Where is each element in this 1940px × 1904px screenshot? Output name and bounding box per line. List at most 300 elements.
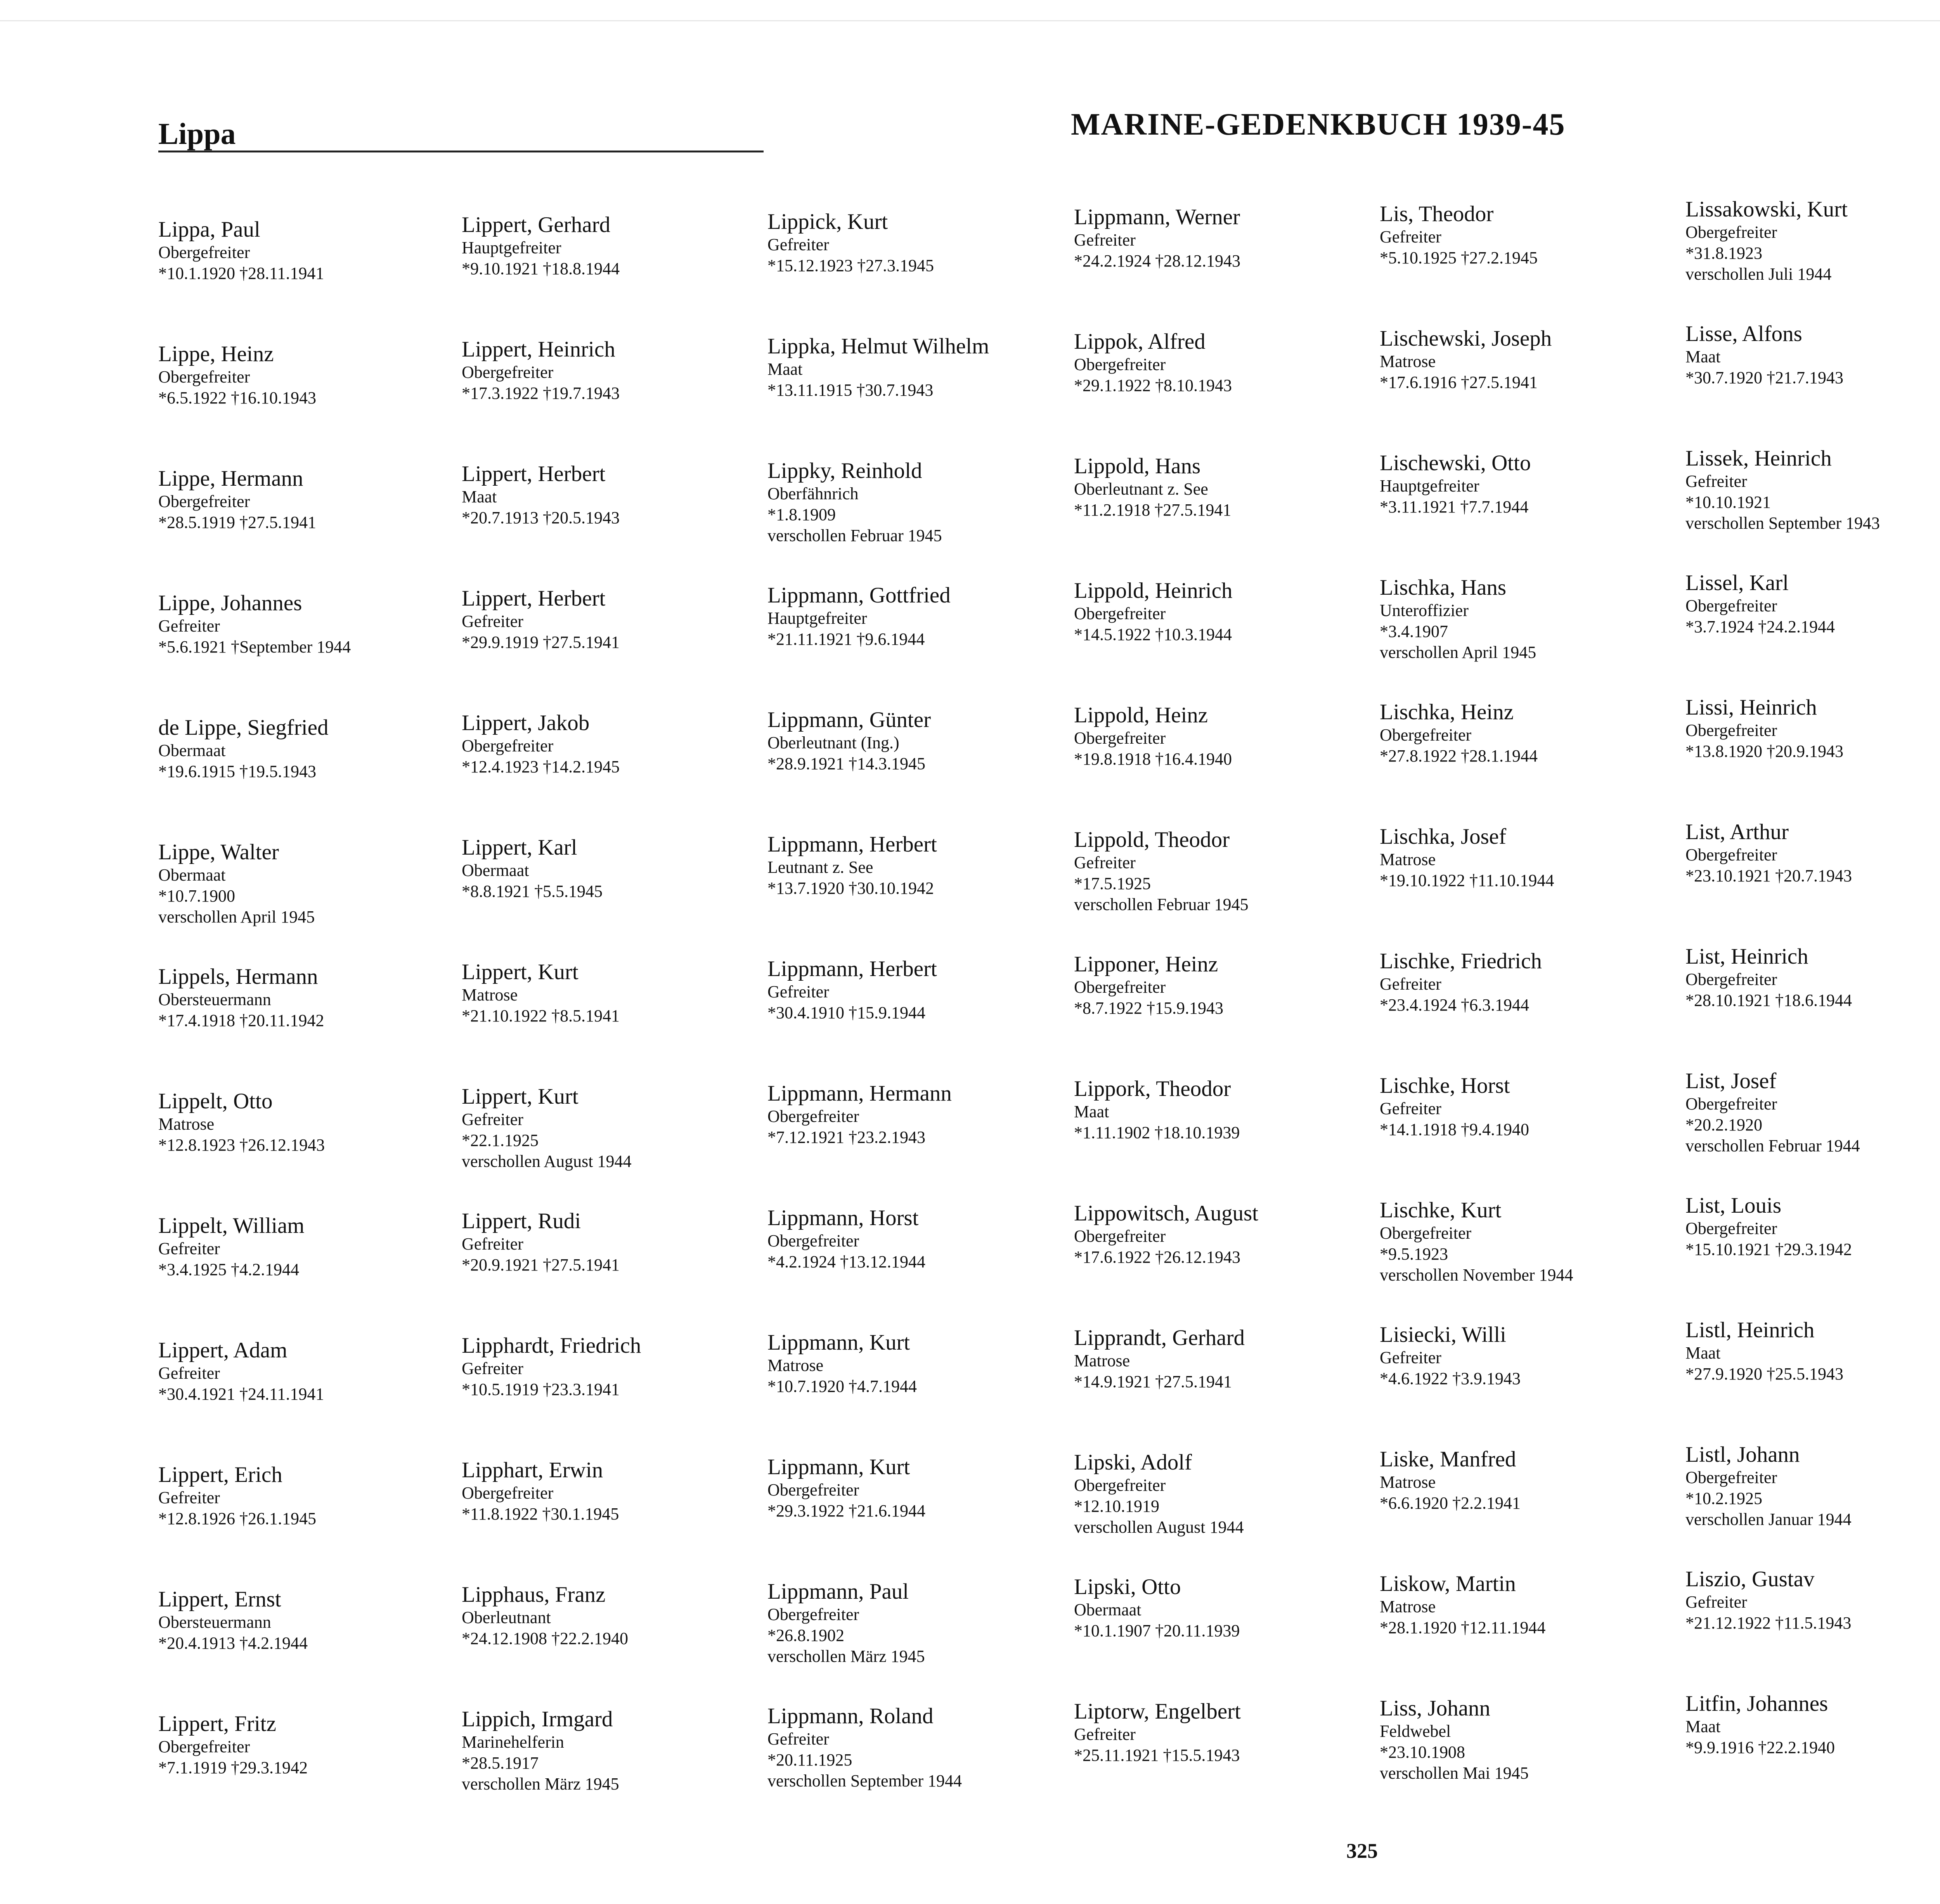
entry-dates: *26.8.1902 — [767, 1626, 844, 1645]
entry-rank: Obergefreiter — [1380, 1224, 1472, 1243]
entry — [158, 342, 453, 408]
entry — [462, 1582, 757, 1649]
entry-dates: *10.5.1919 †23.3.1941 — [462, 1380, 620, 1399]
entry-name: Lippmann, Hermann — [767, 1081, 952, 1106]
entry-name: Lippmann, Herbert — [767, 832, 937, 857]
entry-dates: verschollen Juli 1944 — [1685, 265, 1832, 284]
entry-name: Lischke, Friedrich — [1380, 949, 1542, 973]
entry — [158, 1712, 453, 1778]
entry-dates: *9.10.1921 †18.8.1944 — [462, 259, 620, 278]
entry-dates: *27.8.1922 †28.1.1944 — [1380, 746, 1538, 765]
entry-dates: *28.10.1921 †18.6.1944 — [1685, 991, 1852, 1010]
entry-dates: *21.10.1922 †8.5.1941 — [462, 1006, 620, 1025]
entry-dates: *14.5.1922 †10.3.1944 — [1074, 625, 1232, 644]
entry — [1380, 1447, 1675, 1514]
entry-dates: *19.6.1915 †19.5.1943 — [158, 762, 316, 781]
entry — [767, 1579, 1062, 1667]
entry — [1380, 202, 1675, 268]
entry-rank: Obergefreiter — [1074, 1476, 1166, 1495]
entry — [1074, 1077, 1369, 1143]
entry-name: Lippa, Paul — [158, 217, 260, 242]
entry-dates: *6.6.1920 †2.2.1941 — [1380, 1494, 1521, 1513]
entry-rank: Obergefreiter — [158, 367, 250, 386]
entry — [462, 1209, 757, 1276]
entry-name: Lippert, Herbert — [462, 586, 606, 611]
entry-name: Litfin, Johannes — [1685, 1691, 1828, 1716]
entry — [158, 715, 453, 782]
entry — [767, 1081, 1062, 1148]
entry — [767, 1455, 1062, 1521]
entry-name: Lippert, Gerhard — [462, 213, 610, 237]
entry-name: Listl, Johann — [1685, 1442, 1800, 1467]
entry-name: Lippold, Heinz — [1074, 703, 1208, 727]
entry-rank: Gefreiter — [1074, 230, 1136, 249]
entry-name: Lippelt, Otto — [158, 1089, 273, 1113]
entry-rank: Maat — [1685, 1717, 1721, 1736]
entry-name: Lippert, Adam — [158, 1338, 288, 1362]
entry — [462, 337, 757, 404]
entry-dates: verschollen November 1944 — [1380, 1265, 1573, 1284]
entry-rank: Matrose — [1074, 1351, 1130, 1370]
entry-name: Lischka, Josef — [1380, 824, 1507, 849]
entry-dates: *12.8.1926 †26.1.1945 — [158, 1509, 316, 1528]
entry-rank: Matrose — [462, 985, 518, 1004]
entry-name: Listl, Heinrich — [1685, 1318, 1815, 1342]
entry-name: Lippold, Heinrich — [1074, 578, 1233, 603]
entry-dates: *30.7.1920 †21.7.1943 — [1685, 368, 1843, 387]
entry — [1380, 949, 1675, 1016]
entry-dates: *17.6.1922 †26.12.1943 — [1074, 1248, 1240, 1267]
entry-name: Liskow, Martin — [1380, 1572, 1516, 1596]
entry — [1685, 944, 1940, 1011]
entry-dates: *11.8.1922 †30.1.1945 — [462, 1504, 619, 1523]
entry-dates: verschollen Mai 1945 — [1380, 1764, 1529, 1783]
entry-rank: Maat — [1074, 1102, 1109, 1121]
entry — [1074, 1699, 1369, 1766]
entry — [462, 1707, 757, 1795]
entry-rank: Obergefreiter — [767, 1480, 859, 1499]
entry-name: Lipphardt, Friedrich — [462, 1333, 641, 1358]
entry — [158, 1213, 453, 1280]
entry — [158, 1338, 453, 1405]
entry-rank: Matrose — [158, 1115, 215, 1134]
entry-name: Lisse, Alfons — [1685, 322, 1802, 346]
entry — [1380, 1696, 1675, 1784]
entry-rank: Maat — [462, 487, 497, 506]
entry-dates: *1.8.1909 — [767, 505, 836, 524]
entry-name: Lischka, Hans — [1380, 575, 1507, 600]
entry-dates: *20.11.1925 — [767, 1750, 852, 1769]
entry — [158, 1463, 453, 1529]
entry-name: Lippmann, Kurt — [767, 1455, 910, 1479]
entry-dates: *8.7.1922 †15.9.1943 — [1074, 999, 1223, 1018]
entry-name: Lippmann, Werner — [1074, 205, 1240, 229]
entry-dates: *19.10.1922 †11.10.1944 — [1380, 871, 1554, 890]
entry-dates: *15.12.1923 †27.3.1945 — [767, 256, 934, 275]
entry-name: Lippe, Johannes — [158, 591, 302, 615]
entry-rank: Leutnant z. See — [767, 858, 873, 877]
entry-dates: *21.12.1922 †11.5.1943 — [1685, 1613, 1852, 1632]
entry — [158, 591, 453, 658]
entry-rank: Obermaat — [1074, 1600, 1141, 1619]
entry-dates: *28.5.1919 †27.5.1941 — [158, 513, 316, 532]
entry-dates: *10.2.1925 — [1685, 1489, 1762, 1508]
entry-dates: *13.8.1920 †20.9.1943 — [1685, 742, 1843, 761]
entry-name: Lissakowski, Kurt — [1685, 197, 1848, 222]
entry-name: Lippert, Karl — [462, 835, 577, 860]
entry-rank: Obergefreiter — [1685, 1219, 1777, 1238]
entry-dates: *15.10.1921 †29.3.1942 — [1685, 1240, 1852, 1259]
entry-rank: Obersteuermann — [158, 990, 271, 1009]
entry-dates: verschollen September 1944 — [767, 1771, 962, 1790]
entry-rank: Gefreiter — [462, 1110, 523, 1129]
entry-dates: *21.11.1921 †9.6.1944 — [767, 630, 925, 649]
entry-dates: *9.5.1923 — [1380, 1245, 1448, 1264]
entry — [1685, 571, 1940, 637]
entry-name: Lippok, Alfred — [1074, 329, 1206, 354]
entry-dates: *4.2.1924 †13.12.1944 — [767, 1252, 925, 1271]
entry-rank: Gefreiter — [1380, 1348, 1441, 1367]
entry-dates: *24.2.1924 †28.12.1943 — [1074, 251, 1240, 270]
entry-name: Lischewski, Otto — [1380, 451, 1531, 475]
entry-name: Lippert, Fritz — [158, 1712, 276, 1736]
entry-rank: Obergefreiter — [767, 1605, 859, 1624]
page-number: 325 — [1346, 1839, 1378, 1862]
entry-rank: Gefreiter — [1074, 1725, 1136, 1744]
entry-name: List, Louis — [1685, 1193, 1782, 1218]
entry — [1685, 1442, 1940, 1530]
entry-dates: *9.9.1916 †22.2.1940 — [1685, 1738, 1835, 1757]
entry — [158, 1587, 453, 1654]
entry-name: Liptorw, Engelbert — [1074, 1699, 1241, 1724]
entry-name: Lipski, Otto — [1074, 1575, 1181, 1599]
entry-name: Liss, Johann — [1380, 1696, 1490, 1721]
entry-name: Liszio, Gustav — [1685, 1567, 1815, 1591]
entry-rank: Obergefreiter — [1685, 596, 1777, 615]
entry — [1685, 197, 1940, 285]
entry-rank: Hauptgefreiter — [1380, 476, 1479, 495]
entry-name: Lippmann, Gottfried — [767, 583, 951, 608]
entry — [1685, 1318, 1940, 1385]
entry-rank: Maat — [1685, 347, 1721, 366]
entry-rank: Obergefreiter — [1685, 223, 1777, 242]
entry-dates: *31.8.1923 — [1685, 244, 1762, 263]
entry-rank: Gefreiter — [767, 1729, 829, 1748]
entry — [1380, 824, 1675, 891]
entry — [158, 1089, 453, 1156]
entry-dates: *6.5.1922 †16.10.1943 — [158, 388, 316, 407]
entry-dates: *4.6.1922 †3.9.1943 — [1380, 1369, 1521, 1388]
entry-dates: *10.1.1907 †20.11.1939 — [1074, 1621, 1240, 1640]
entry-dates: *17.5.1925 — [1074, 874, 1151, 893]
entry — [1074, 1450, 1369, 1538]
entry — [1685, 695, 1940, 762]
entry-dates: *12.4.1923 †14.2.1945 — [462, 757, 620, 776]
entry — [767, 832, 1062, 899]
entry-name: Lippert, Erich — [158, 1463, 282, 1487]
entry-dates: verschollen August 1944 — [1074, 1518, 1244, 1537]
entry-rank: Matrose — [767, 1356, 824, 1375]
entry-dates: *3.4.1907 — [1380, 622, 1448, 641]
entry-rank: Obergefreiter — [1074, 1227, 1166, 1246]
entry-name: Lissi, Heinrich — [1685, 695, 1817, 720]
entry-dates: *22.1.1925 — [462, 1131, 539, 1150]
entry — [1685, 1069, 1940, 1156]
entry — [1685, 446, 1940, 534]
entry — [1074, 1201, 1369, 1268]
entry-rank: Gefreiter — [1685, 1592, 1747, 1611]
entry-rank: Obermaat — [462, 861, 529, 880]
entry — [1074, 454, 1369, 521]
entry-rank: Gefreiter — [462, 1359, 523, 1378]
entry-rank: Obergefreiter — [158, 243, 250, 262]
entry-rank: Oberleutnant z. See — [1074, 479, 1208, 499]
entry-rank: Obergefreiter — [1074, 978, 1166, 997]
entry-name: Lippork, Theodor — [1074, 1077, 1231, 1101]
entry-dates: *13.7.1920 †30.10.1942 — [767, 879, 934, 898]
entry-rank: Gefreiter — [767, 982, 829, 1001]
entry-rank: Hauptgefreiter — [462, 238, 561, 257]
entry-dates: verschollen März 1945 — [462, 1774, 619, 1793]
entry — [158, 964, 453, 1031]
entry-dates: *23.10.1908 — [1380, 1743, 1465, 1762]
entry-name: Lischewski, Joseph — [1380, 326, 1552, 351]
entry-name: Lissek, Heinrich — [1685, 446, 1832, 471]
entry-rank: Oberfähnrich — [767, 484, 859, 503]
entry-rank: Maat — [1685, 1343, 1721, 1362]
entry-name: Lipponer, Heinz — [1074, 952, 1218, 976]
entry-dates: *12.8.1923 †26.12.1943 — [158, 1135, 325, 1155]
entry-dates: *3.11.1921 †7.7.1944 — [1380, 497, 1529, 516]
entry — [158, 840, 453, 928]
entry-dates: verschollen Februar 1945 — [767, 526, 942, 545]
entry-rank: Matrose — [1380, 850, 1436, 869]
entry — [462, 213, 757, 279]
entry-rank: Gefreiter — [158, 1488, 220, 1507]
entry-dates: verschollen Februar 1945 — [1074, 895, 1249, 914]
entry-name: Lissel, Karl — [1685, 571, 1789, 595]
entry — [1685, 1193, 1940, 1260]
entry — [1380, 1198, 1675, 1286]
entry-dates: *20.4.1913 †4.2.1944 — [158, 1634, 308, 1653]
entry-name: Lisiecki, Willi — [1380, 1322, 1506, 1347]
entry — [1380, 1572, 1675, 1638]
entry-dates: *7.1.1919 †29.3.1942 — [158, 1758, 308, 1777]
entry-dates: *23.4.1924 †6.3.1944 — [1380, 995, 1529, 1014]
entry-rank: Obermaat — [158, 865, 226, 884]
entry-rank: Gefreiter — [462, 612, 523, 631]
entry-name: Lippert, Jakob — [462, 711, 590, 735]
entry-rank: Obergefreiter — [1685, 1094, 1777, 1113]
entry-rank: Gefreiter — [1380, 227, 1441, 246]
entry — [1074, 1326, 1369, 1392]
entry-rank: Gefreiter — [158, 616, 220, 635]
entry-rank: Oberleutnant (Ing.) — [767, 733, 899, 752]
entry-dates: *3.7.1924 †24.2.1944 — [1685, 617, 1835, 636]
entry — [158, 217, 453, 284]
entry-dates: *20.9.1921 †27.5.1941 — [462, 1255, 620, 1274]
entry-name: Lippold, Theodor — [1074, 827, 1230, 852]
entry — [462, 586, 757, 653]
entry-dates: *7.12.1921 †23.2.1943 — [767, 1128, 925, 1147]
entry-rank: Obergefreiter — [1074, 355, 1166, 374]
entry — [1380, 451, 1675, 518]
entry-name: Lippelt, William — [158, 1213, 305, 1238]
entry — [1074, 578, 1369, 645]
entry-rank: Maat — [767, 360, 803, 379]
entry — [767, 708, 1062, 774]
entry — [767, 334, 1062, 401]
header-left-keyword: Lippa — [158, 117, 236, 151]
entry-dates: *13.11.1915 †30.7.1943 — [767, 381, 934, 400]
entry — [767, 1206, 1062, 1272]
entry-dates: verschollen April 1945 — [1380, 643, 1536, 662]
entry-name: Lippich, Irmgard — [462, 1707, 613, 1731]
entry — [1685, 322, 1940, 388]
entry — [1380, 1073, 1675, 1140]
entry-name: Lippe, Heinz — [158, 342, 274, 366]
entry — [462, 1458, 757, 1525]
entry — [1380, 326, 1675, 393]
entry-name: Lippe, Walter — [158, 840, 279, 864]
entry-name: Lippert, Herbert — [462, 462, 606, 486]
entry — [1380, 575, 1675, 663]
entry-dates: *5.10.1925 †27.2.1945 — [1380, 248, 1538, 267]
entry-name: List, Arthur — [1685, 820, 1789, 844]
entry-dates: verschollen April 1945 — [158, 907, 315, 926]
scan-top-edge — [0, 20, 1940, 21]
entry — [462, 960, 757, 1026]
entry-rank: Obergefreiter — [1380, 725, 1472, 744]
entry-dates: verschollen September 1943 — [1685, 514, 1880, 533]
entry-name: Lippky, Reinhold — [767, 459, 922, 483]
entry-rank: Obermaat — [158, 741, 226, 760]
entry-rank: Obergefreiter — [1685, 1468, 1777, 1487]
entry — [1685, 1691, 1940, 1758]
entry-dates: *24.12.1908 †22.2.1940 — [462, 1629, 628, 1648]
entry-dates: *12.10.1919 — [1074, 1497, 1159, 1516]
entry-rank: Hauptgefreiter — [767, 609, 867, 628]
entry-rank: Unteroffizier — [1380, 601, 1469, 620]
entry-name: Lippert, Heinrich — [462, 337, 615, 362]
page-title: MARINE-GEDENKBUCH 1939-45 — [1071, 107, 1566, 142]
entry-rank: Oberleutnant — [462, 1608, 551, 1627]
entry-rank: Matrose — [1380, 1473, 1436, 1492]
entry-rank: Matrose — [1380, 1597, 1436, 1616]
entry-dates: *29.3.1922 †21.6.1944 — [767, 1501, 925, 1520]
entry-rank: Obergefreiter — [767, 1231, 859, 1250]
entry-rank: Gefreiter — [1685, 472, 1747, 491]
entry-dates: *23.10.1921 †20.7.1943 — [1685, 866, 1852, 885]
entry-name: Lippka, Helmut Wilhelm — [767, 334, 989, 358]
entry-dates: *14.9.1921 †27.5.1941 — [1074, 1372, 1232, 1391]
entry-dates: *14.1.1918 †9.4.1940 — [1380, 1120, 1529, 1139]
entry — [462, 711, 757, 777]
entry — [1380, 700, 1675, 767]
entry-name: Lippert, Kurt — [462, 960, 579, 984]
entry-name: Lippert, Ernst — [158, 1587, 281, 1611]
entry-rank: Gefreiter — [158, 1364, 220, 1383]
entry-dates: *29.9.1919 †27.5.1941 — [462, 633, 620, 652]
entry — [462, 462, 757, 528]
entry-dates: *8.8.1921 †5.5.1945 — [462, 882, 603, 901]
entry — [1685, 1567, 1940, 1634]
entry-dates: *11.2.1918 †27.5.1941 — [1074, 500, 1232, 519]
entry-name: List, Josef — [1685, 1069, 1777, 1093]
entry-rank: Obersteuermann — [158, 1613, 271, 1632]
entry-dates: verschollen Februar 1944 — [1685, 1136, 1860, 1155]
entry-dates: *17.6.1916 †27.5.1941 — [1380, 373, 1538, 392]
entry-rank: Obergefreiter — [1685, 970, 1777, 989]
entry-dates: verschollen August 1944 — [462, 1152, 632, 1171]
entry — [767, 957, 1062, 1023]
entry-rank: Matrose — [1380, 352, 1436, 371]
entry-rank: Obergefreiter — [1685, 845, 1777, 864]
entry-dates: *1.11.1902 †18.10.1939 — [1074, 1123, 1240, 1142]
entry-name: Lippmann, Roland — [767, 1704, 934, 1728]
entry — [767, 1704, 1062, 1791]
entry-name: Lipphaus, Franz — [462, 1582, 606, 1607]
entry — [767, 209, 1062, 276]
header-left-rule — [158, 151, 764, 152]
entry — [1685, 820, 1940, 886]
entry-dates: *17.4.1918 †20.11.1942 — [158, 1011, 324, 1030]
entry-dates: *10.7.1900 — [158, 886, 235, 905]
entry-rank: Obergefreiter — [1685, 721, 1777, 740]
entry-name: Lis, Theodor — [1380, 202, 1494, 226]
entry — [462, 835, 757, 902]
entry-dates: *30.4.1921 †24.11.1941 — [158, 1385, 324, 1404]
entry-rank: Gefreiter — [1074, 853, 1136, 872]
entry-name: Lippmann, Paul — [767, 1579, 909, 1604]
entry — [462, 1084, 757, 1172]
entry-name: Lipphart, Erwin — [462, 1458, 603, 1482]
entry-name: List, Heinrich — [1685, 944, 1808, 969]
entry-rank: Gefreiter — [158, 1239, 220, 1258]
entry-name: Lippert, Rudi — [462, 1209, 581, 1233]
entry-rank: Feldwebel — [1380, 1722, 1451, 1741]
entry-name: Lipprandt, Gerhard — [1074, 1326, 1245, 1350]
entry — [1380, 1322, 1675, 1389]
entry-name: Liske, Manfred — [1380, 1447, 1516, 1471]
entry-dates: *20.2.1920 — [1685, 1115, 1762, 1134]
entry-dates: *3.4.1925 †4.2.1944 — [158, 1260, 299, 1279]
entry-dates: *17.3.1922 †19.7.1943 — [462, 384, 620, 403]
entry-dates: verschollen März 1945 — [767, 1647, 925, 1666]
entry-name: Lischke, Horst — [1380, 1073, 1510, 1098]
entry-dates: *10.10.1921 — [1685, 493, 1771, 512]
entry-rank: Obergefreiter — [158, 492, 250, 511]
entry-dates: *10.7.1920 †4.7.1944 — [767, 1377, 917, 1396]
entry-rank: Obergefreiter — [1074, 604, 1166, 623]
entry-dates: *25.11.1921 †15.5.1943 — [1074, 1746, 1240, 1765]
entry-rank: Obergefreiter — [462, 363, 554, 382]
entry-dates: *28.9.1921 †14.3.1945 — [767, 754, 925, 773]
entry-rank: Marinehelferin — [462, 1733, 564, 1752]
entry-name: de Lippe, Siegfried — [158, 715, 329, 740]
entry-dates: *30.4.1910 †15.9.1944 — [767, 1003, 925, 1022]
entry-dates: *28.1.1920 †12.11.1944 — [1380, 1618, 1546, 1637]
entry-name: Lippowitsch, August — [1074, 1201, 1259, 1225]
entry-rank: Obergefreiter — [462, 1483, 554, 1502]
entry-dates: *28.5.1917 — [462, 1753, 539, 1772]
entry-rank: Obergefreiter — [462, 736, 554, 755]
entry — [1074, 703, 1369, 770]
entry — [767, 459, 1062, 546]
entry-dates: *27.9.1920 †25.5.1943 — [1685, 1364, 1843, 1383]
entry-name: Lischke, Kurt — [1380, 1198, 1502, 1222]
entry — [1074, 329, 1369, 396]
